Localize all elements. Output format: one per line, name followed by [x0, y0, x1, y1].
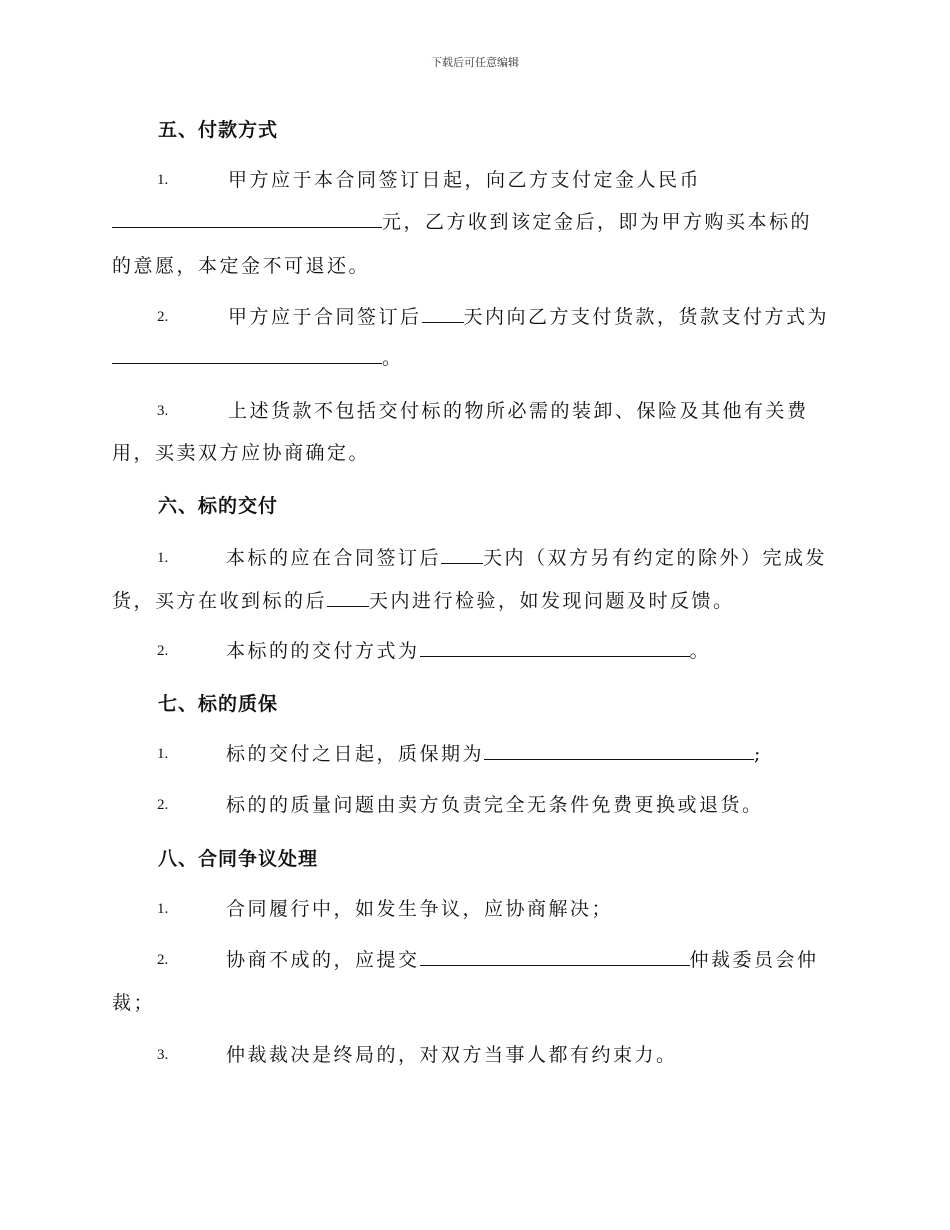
s7-item-1-line-1: 标的交付之日起，质保期为 ; — [226, 743, 763, 765]
s7-item-2-line-1: 标的的质量问题由卖方负责完全无条件免费更换或退货。 — [226, 794, 764, 816]
section-5-heading: 五、付款方式 — [158, 119, 279, 141]
inspection-days-blank[interactable] — [327, 588, 369, 607]
s5-item-2-line-1: 甲方应于合同签订后 天内向乙方支付货款，货款支付方式为 — [228, 306, 830, 328]
s5-item-3-number: 3. — [157, 403, 169, 419]
section-6-heading: 六、标的交付 — [158, 495, 279, 517]
s5-item-1-line-3: 的意愿，本定金不可退还。 — [112, 255, 371, 277]
section-8-heading: 八、合同争议处理 — [158, 848, 319, 870]
s8-item-1-number: 1. — [157, 901, 169, 917]
payment-days-blank[interactable] — [422, 304, 464, 323]
warranty-period-blank[interactable] — [484, 741, 754, 760]
s7-item-1-number: 1. — [157, 746, 169, 762]
delivery-method-blank[interactable] — [420, 638, 690, 657]
s8-item-2-line-2: 裁； — [112, 992, 156, 1014]
s6-item-1-line-2: 货，买方在收到标的后 天内进行检验，如发现问题及时反馈。 — [112, 590, 735, 612]
s8-item-2-number: 2. — [157, 952, 169, 968]
s7-item-2-number: 2. — [157, 797, 169, 813]
s5-item-1-number: 1. — [157, 172, 169, 188]
s5-item-2-line-2: 。 — [112, 345, 404, 371]
s5-item-3-line-1: 上述货款不包括交付标的物所必需的装卸、保险及其他有关费 — [228, 400, 809, 422]
s8-item-3-number: 3. — [157, 1047, 169, 1063]
arbitration-committee-blank[interactable] — [420, 947, 690, 966]
s6-item-2-number: 2. — [157, 643, 169, 659]
s8-item-1-line-1: 合同履行中，如发生争议，应协商解决； — [226, 898, 614, 920]
s5-item-2-number: 2. — [157, 309, 169, 325]
s8-item-3-line-1: 仲裁裁决是终局的，对双方当事人都有约束力。 — [226, 1044, 678, 1066]
s6-item-1-line-1: 本标的应在合同签订后 天内（双方另有约定的除外）完成发 — [226, 547, 828, 569]
delivery-days-blank[interactable] — [441, 545, 483, 564]
s5-item-1-line-1: 甲方应于本合同签订日起，向乙方支付定金人民币 — [228, 169, 702, 191]
s5-item-1-line-2: 元，乙方收到该定金后，即为甲方购买本标的 — [112, 209, 812, 235]
payment-method-blank[interactable] — [112, 345, 382, 364]
deposit-amount-blank[interactable] — [112, 209, 382, 228]
s6-item-1-number: 1. — [157, 550, 169, 566]
section-7-heading: 七、标的质保 — [158, 693, 279, 715]
s8-item-2-line-1: 协商不成的，应提交 仲裁委员会仲 — [226, 949, 819, 971]
s5-item-3-line-2: 用，买卖双方应协商确定。 — [112, 442, 371, 464]
page-header: 下载后可任意编辑 — [431, 56, 519, 69]
s6-item-2-line-1: 本标的的交付方式为 。 — [226, 640, 712, 662]
